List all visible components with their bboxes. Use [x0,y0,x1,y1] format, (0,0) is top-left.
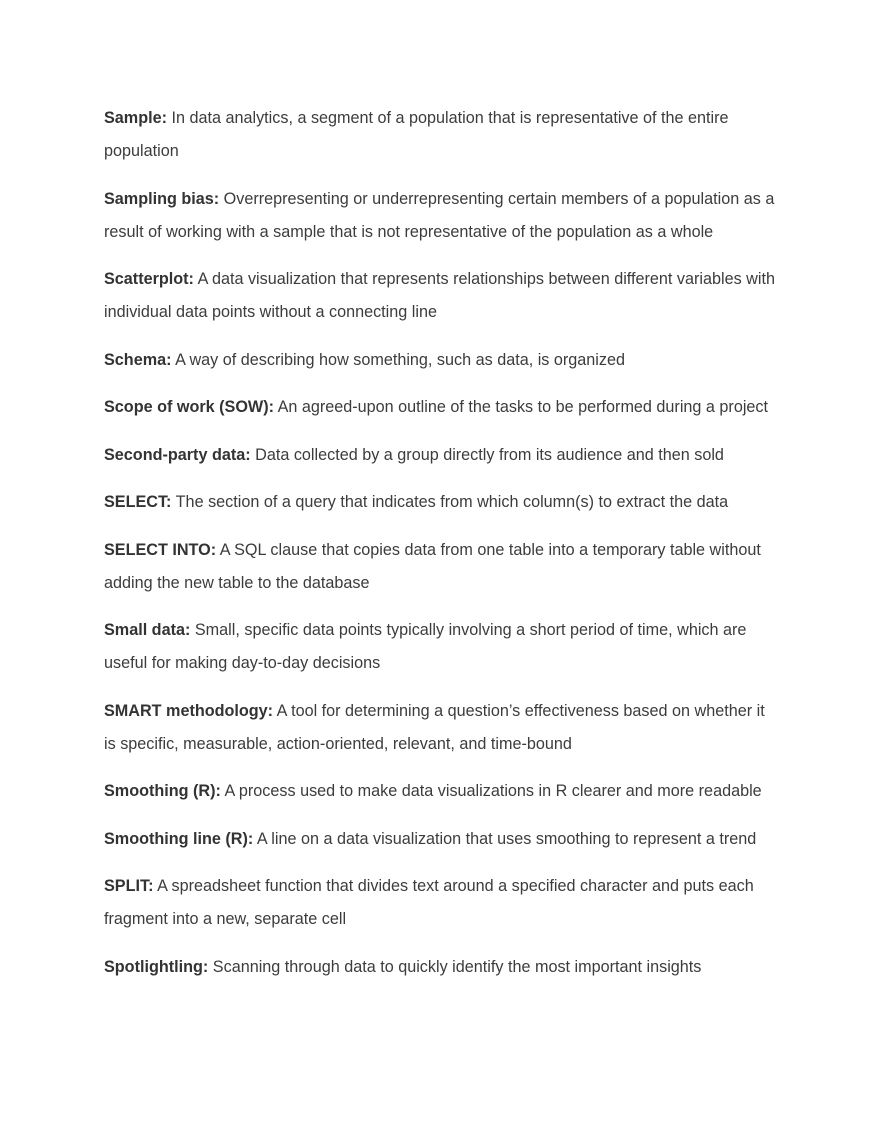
glossary-entry [104,344,780,377]
glossary-entry [104,614,780,680]
glossary-term: Spotlightling: [104,957,209,976]
glossary-definition: A tool for determining a question’s effectiveness based on whether it is specific, measurable, action-oriented, relevant, and time-bound [104,701,765,753]
glossary-entry [104,823,780,856]
glossary-term: Sample: [104,109,167,127]
glossary-term: SELECT: [104,493,172,511]
glossary-definition: An agreed-upon outline of the tasks to be performed during a project [277,398,769,416]
glossary-term: Second-party data: [104,445,251,464]
glossary-entry [104,486,780,519]
glossary-entry [104,102,780,168]
glossary-term: Sampling bias: [104,189,220,208]
glossary-term: Smoothing (R): [104,782,221,800]
glossary-term: Schema: [104,350,172,369]
glossary-term: Scope of work (SOW): [104,398,274,416]
glossary-entry [104,951,780,984]
glossary-term: Smoothing line (R): [104,829,254,848]
glossary-entry [104,263,780,329]
glossary-entry [104,695,780,761]
glossary-definition: Small, specific data points typically involving a short period of time, which are useful for making day-to-day decisions [104,621,747,672]
glossary-definition: A process used to make data visualizations in R clearer and more readable [224,782,762,800]
glossary-definition: A SQL clause that copies data from one table into a temporary table without adding the new table to the database [104,540,761,592]
glossary-term: SMART methodology: [104,701,274,720]
glossary-definition: The section of a query that indicates from which column(s) to extract the data [175,493,729,511]
glossary-term: SELECT INTO: [104,540,217,559]
glossary-definition: Overrepresenting or underrepresenting certain members of a population as a result of working with a sample that is not representative of the population as a whole [104,189,775,241]
glossary-definition: Data collected by a group directly from its audience and then sold [255,445,724,464]
glossary-definition: In data analytics, a segment of a population that is representative of the entire population [104,109,729,160]
glossary-entry [104,870,780,936]
glossary-term: SPLIT: [104,877,154,895]
glossary-term: Small data: [104,621,191,639]
glossary-entry [104,183,780,249]
glossary-entry [104,439,780,472]
glossary-page [104,102,780,998]
glossary-definition: A data visualization that represents relationships between different variables with individual data points without a connecting line [104,270,775,321]
glossary-definition: A line on a data visualization that uses smoothing to represent a trend [256,829,757,848]
glossary-entry [104,391,780,424]
glossary-entry [104,534,780,600]
glossary-definition: A spreadsheet function that divides text around a specified character and puts each fragment into a new, separate cell [104,877,754,928]
glossary-term: Scatterplot: [104,270,194,288]
glossary-entry [104,775,780,808]
glossary-definition: A way of describing how something, such as data, is organized [175,350,625,369]
glossary-definition: Scanning through data to quickly identify the most important insights [212,957,702,976]
